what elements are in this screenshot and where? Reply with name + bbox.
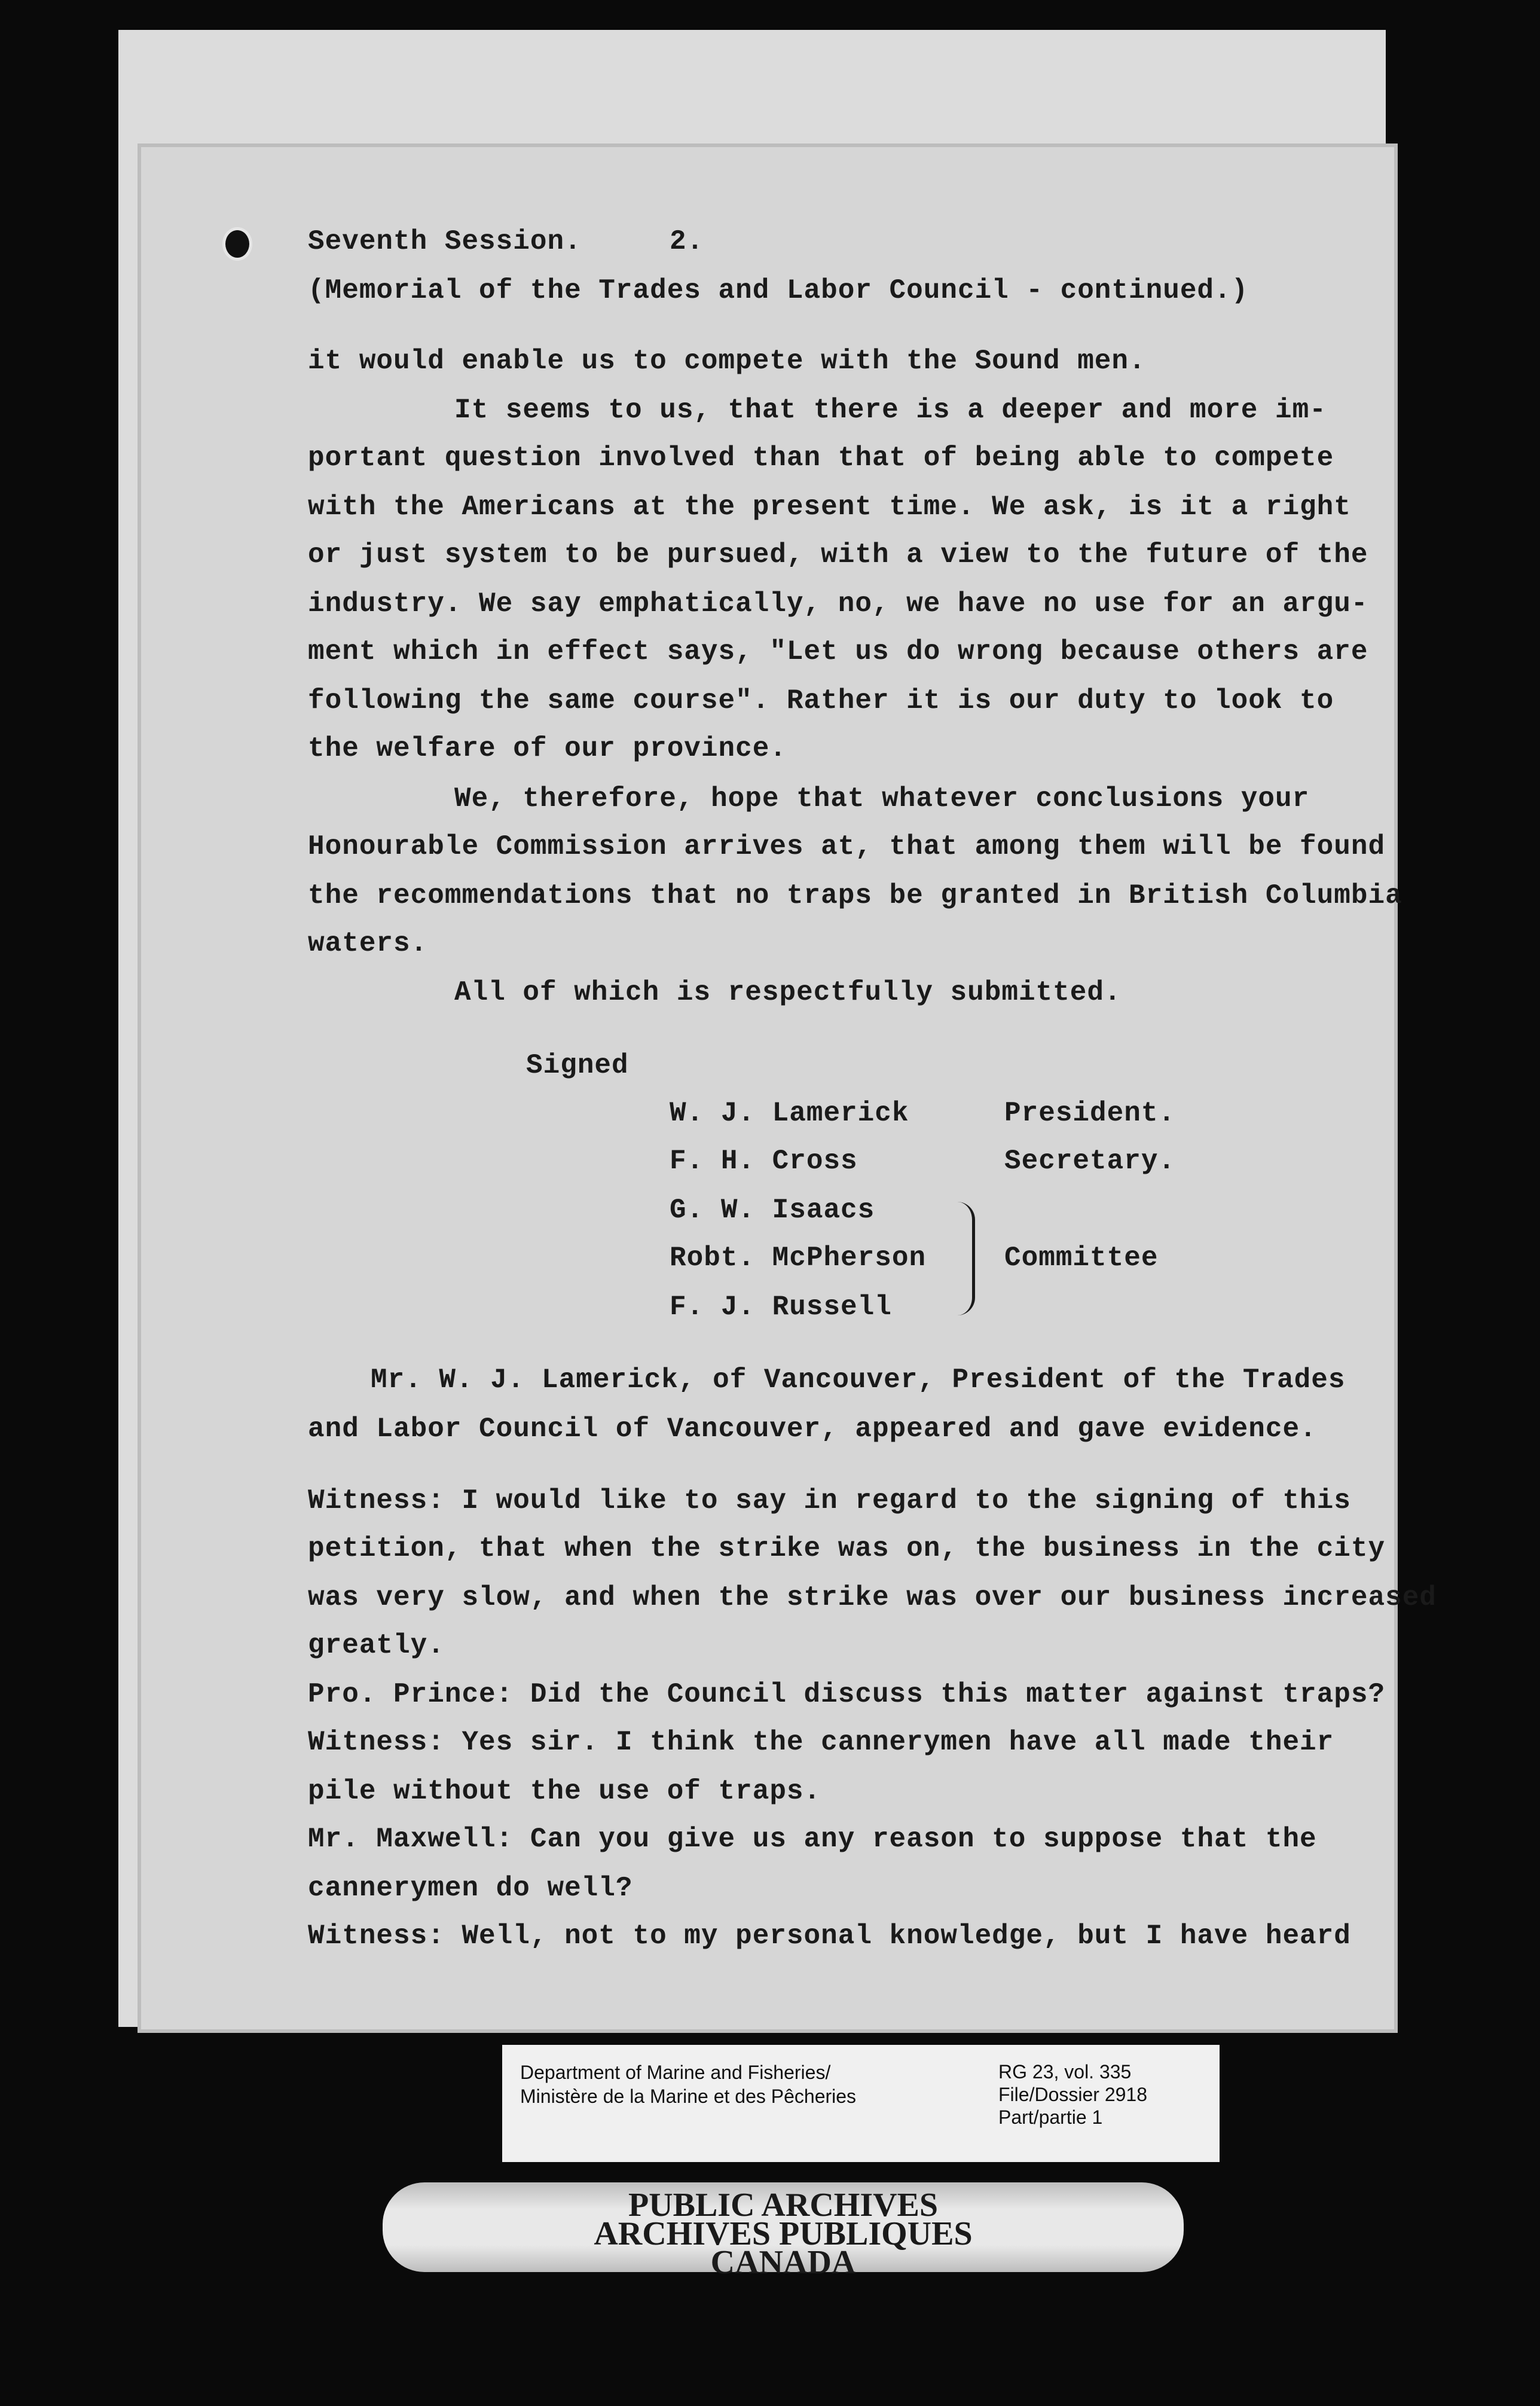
header-memorial: (Memorial of the Trades and Labor Council - continued.) [308,275,1249,306]
signatory-name: F. H. Cross [670,1146,858,1177]
body-line: or just system to be pursued, with a view to the future of the [308,539,1368,570]
body-line: industry. We say emphatically, no, we have no use for an argu- [308,588,1368,619]
testimony-line: petition, that when the strike was on, the business in the city [308,1533,1386,1564]
part-number: Part/partie 1 [998,2106,1103,2128]
department-french: Ministère de la Marine et des Pêcheries [520,2086,857,2107]
testimony-line: pile without the use of traps. [308,1776,821,1807]
archive-reference-label [502,2045,1220,2162]
file-number: File/Dossier 2918 [998,2084,1147,2105]
department-english: Department of Marine and Fisheries/ [520,2062,831,2083]
stamp-line-french: ARCHIVES PUBLIQUES [594,2215,973,2252]
signatory-title: Committee [1004,1242,1159,1274]
signatory-title: President. [1004,1098,1176,1129]
body-line: the welfare of our province. [308,733,787,764]
stamp-line-english: PUBLIC ARCHIVES [628,2187,939,2224]
testimony-line: Pro. Prince: Did the Council discuss this matter against traps? [308,1679,1386,1710]
testimony-line: Witness: Yes sir. I think the cannerymen have all made their [308,1727,1334,1758]
signatory-name: F. J. Russell [670,1291,892,1323]
testimony-line: and Labor Council of Vancouver, appeared and gave evidence. [308,1413,1317,1445]
stamp-line-country: CANADA [710,2244,856,2281]
signatory-name: G. W. Isaacs [670,1195,875,1226]
public-archives-stamp [383,2182,1184,2281]
signed-label: Signed [526,1050,629,1081]
signatory-title: Secretary. [1004,1146,1176,1177]
body-line: the recommendations that no traps be granted in British Columbia [308,880,1402,911]
body-line: ment which in effect says, "Let us do wrong because others are [308,636,1368,667]
record-group: RG 23, vol. 335 [998,2061,1132,2083]
body-line: Honourable Commission arrives at, that among them will be found [308,831,1386,862]
testimony-line: Witness: I would like to say in regard to the signing of this [308,1485,1351,1516]
stamp-text [383,2187,1184,2281]
body-line: portant question involved than that of being able to compete [308,442,1334,474]
testimony-line: Mr. W. J. Lamerick, of Vancouver, President of the Trades [371,1364,1346,1396]
body-line: We, therefore, hope that whatever conclusions your [454,783,1310,814]
testimony-line: cannerymen do well? [308,1873,633,1904]
committee-brace [957,1202,975,1315]
archive-file-reference [998,2060,1147,2129]
signatory-name: Robt. McPherson [670,1242,927,1274]
testimony-line: greatly. [308,1630,445,1661]
archive-department [520,2060,856,2108]
page-number: 2. [670,226,704,257]
body-line: with the Americans at the present time. We ask, is it a right [308,491,1351,523]
testimony-line: Witness: Well, not to my personal knowledge, but I have heard [308,1920,1351,1952]
body-line: waters. [308,928,428,959]
testimony-line: Mr. Maxwell: Can you give us any reason to suppose that the [308,1824,1317,1855]
body-line: following the same course". Rather it is our duty to look to [308,685,1334,716]
header-session: Seventh Session. [308,226,582,257]
body-line: It seems to us, that there is a deeper and more im- [454,395,1327,426]
testimony-line: was very slow, and when the strike was over our business increased [308,1582,1437,1613]
body-line: it would enable us to compete with the Sound men. [308,346,1146,377]
signatory-name: W. J. Lamerick [670,1098,909,1129]
body-line: All of which is respectfully submitted. [454,977,1122,1008]
